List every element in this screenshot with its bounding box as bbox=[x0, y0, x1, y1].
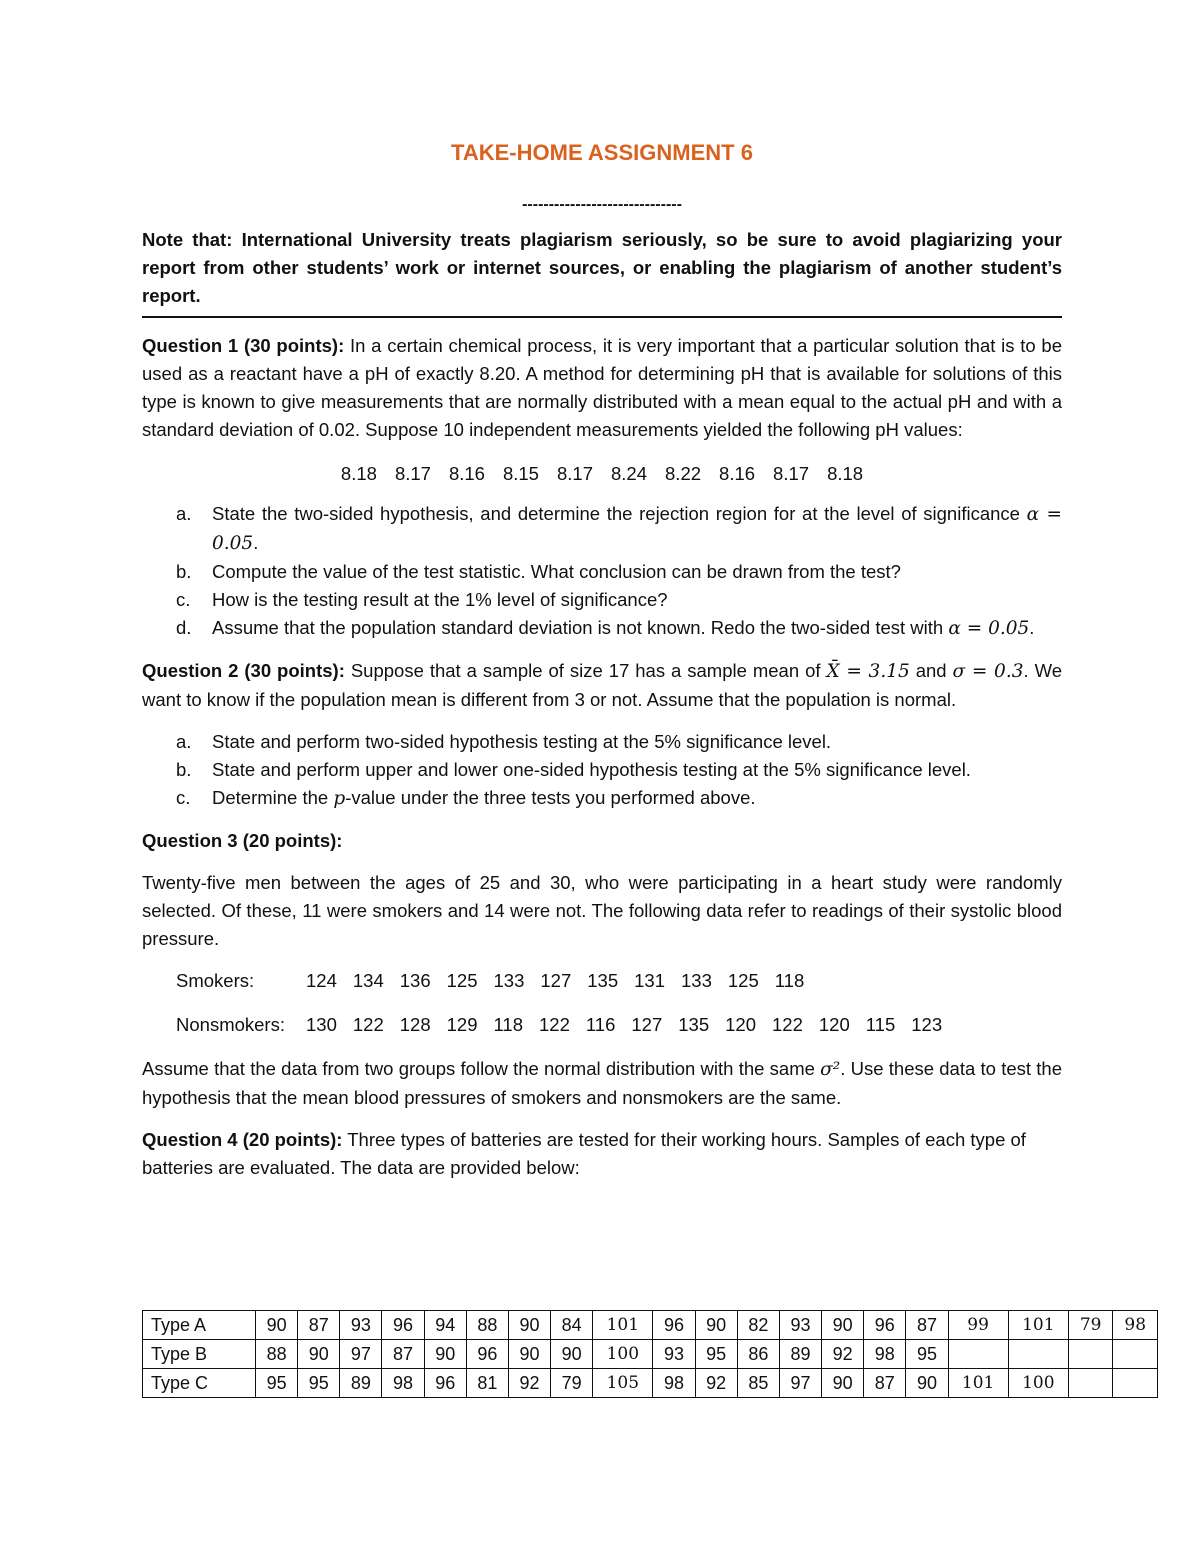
table-cell: 90 bbox=[551, 1340, 593, 1369]
ph-value: 8.15 bbox=[502, 463, 539, 484]
question-1-part-b: b. Compute the value of the test statistic. What conclusion can be drawn from the test? bbox=[176, 561, 901, 582]
question-1-part-c: c. How is the testing result at the 1% level of significance? bbox=[176, 589, 668, 610]
table-cell bbox=[948, 1340, 1008, 1369]
question-1-text: Question 1 (30 points): In a certain chemical process, it is very important that a particular solution that is to be used as a reactant have a pH of exactly 8.20. A method for determining pH that is available for solutions of this type is known to give measurements that are normally distributed with a mean equal to the actual pH and with a standard deviation of 0.02. Suppose 10 independent measurements yielded the following pH values: bbox=[142, 335, 1062, 440]
table-cell: 100 bbox=[593, 1340, 653, 1369]
nonsmokers-row bbox=[176, 1011, 1062, 1039]
table-cell: 89 bbox=[779, 1340, 821, 1369]
table-cell: 87 bbox=[298, 1311, 340, 1340]
table-row bbox=[143, 1369, 1158, 1398]
table-cell: 98 bbox=[653, 1369, 695, 1398]
table-cell: 90 bbox=[695, 1311, 737, 1340]
smokers-value: 136 bbox=[399, 970, 431, 991]
table-cell: 94 bbox=[424, 1311, 466, 1340]
separator-line: ------------------------------ bbox=[522, 196, 682, 213]
smokers-label: Smokers: bbox=[176, 970, 255, 991]
smokers-value: 133 bbox=[493, 970, 525, 991]
table-cell: 92 bbox=[508, 1369, 550, 1398]
table-cell: 93 bbox=[779, 1311, 821, 1340]
table-cell: 90 bbox=[822, 1369, 864, 1398]
question-1-heading: Question 1 (30 points): bbox=[142, 335, 345, 356]
question-1-parts bbox=[142, 500, 1062, 643]
ph-value: 8.18 bbox=[827, 463, 864, 484]
table-cell: 98 bbox=[382, 1369, 424, 1398]
nonsmokers-value: 128 bbox=[399, 1014, 431, 1035]
smokers-value: 133 bbox=[681, 970, 712, 991]
table-cell: 87 bbox=[382, 1340, 424, 1369]
nonsmokers-value: 118 bbox=[493, 1014, 523, 1035]
table-cell: 96 bbox=[653, 1311, 695, 1340]
table-cell: 90 bbox=[424, 1340, 466, 1369]
table-cell: 96 bbox=[466, 1340, 508, 1369]
table-cell: 86 bbox=[737, 1340, 779, 1369]
question-2-text: Question 2 (30 points): Suppose that a sample of size 17 has a sample mean of X̄ = 3.15 and σ = 0.3. We want to know if the population mean is different from 3 or not. Assume that the population is normal. bbox=[142, 660, 1062, 710]
table-cell: 82 bbox=[737, 1311, 779, 1340]
table-cell: 90 bbox=[822, 1311, 864, 1340]
smokers-value: 135 bbox=[587, 970, 619, 991]
question-2-part-b: b. State and perform upper and lower one-sided hypothesis testing at the 5% significance level. bbox=[176, 759, 971, 780]
question-2-part-a: a. State and perform two-sided hypothesis testing at the 5% significance level. bbox=[176, 731, 832, 752]
table-cell: 96 bbox=[382, 1311, 424, 1340]
table-cell: 79 bbox=[1068, 1311, 1112, 1340]
table-cell: 100 bbox=[1008, 1369, 1068, 1398]
ph-value: 8.18 bbox=[340, 463, 377, 484]
ph-value: 8.17 bbox=[556, 463, 593, 484]
table-cell: 95 bbox=[256, 1369, 298, 1398]
nonsmokers-value: 122 bbox=[352, 1014, 384, 1035]
table-cell: 90 bbox=[256, 1311, 298, 1340]
nonsmokers-value: 123 bbox=[911, 1014, 943, 1035]
question-2-part-c: c. Determine the p-value under the three tests you performed above. bbox=[176, 787, 756, 809]
table-cell: 93 bbox=[340, 1311, 382, 1340]
table-cell bbox=[1068, 1340, 1112, 1369]
table-cell bbox=[1008, 1340, 1068, 1369]
question-2-parts bbox=[142, 728, 1062, 813]
nonsmokers-value: 127 bbox=[631, 1014, 663, 1035]
row-label: Type B bbox=[143, 1340, 256, 1369]
nonsmokers-value: 130 bbox=[306, 1014, 337, 1035]
question-3-text: Twenty-five men between the ages of 25 and 30, who were participating in a heart study were randomly selected. Of these, 11 were smokers and 14 were not. The following data refer to readings of their systolic blood pressure. bbox=[142, 872, 1062, 949]
question-1-part-a: a. State the two-sided hypothesis, and determine the rejection region for at the level of significance α = 0.05. bbox=[176, 503, 1063, 554]
nonsmokers-value: 122 bbox=[539, 1014, 570, 1035]
question-1-part-d: d. Assume that the population standard deviation is not known. Redo the two-sided test with α = 0.05. bbox=[176, 617, 1035, 639]
assignment-page bbox=[142, 140, 1062, 1182]
row-label: Type A bbox=[143, 1311, 256, 1340]
table-cell: 88 bbox=[466, 1311, 508, 1340]
question-3-heading: Question 3 (20 points): bbox=[142, 830, 343, 851]
ph-value: 8.22 bbox=[665, 463, 702, 484]
table-cell: 92 bbox=[822, 1340, 864, 1369]
nonsmokers-value: 120 bbox=[725, 1014, 756, 1035]
smokers-value: 127 bbox=[540, 970, 572, 991]
question-4-heading: Question 4 (20 points): bbox=[142, 1129, 343, 1150]
table-cell: 101 bbox=[1008, 1311, 1068, 1340]
table-cell: 98 bbox=[864, 1340, 906, 1369]
table-row bbox=[143, 1340, 1158, 1369]
table-cell: 93 bbox=[653, 1340, 695, 1369]
ph-value: 8.17 bbox=[394, 463, 431, 484]
table-cell: 101 bbox=[593, 1311, 653, 1340]
divider bbox=[142, 316, 1062, 318]
table-cell: 90 bbox=[508, 1311, 550, 1340]
smokers-row bbox=[176, 967, 1062, 995]
smokers-value: 131 bbox=[634, 970, 665, 991]
ph-value: 8.16 bbox=[719, 463, 756, 484]
table-cell: 84 bbox=[551, 1311, 593, 1340]
table-cell: 98 bbox=[1113, 1311, 1158, 1340]
table-cell: 87 bbox=[864, 1369, 906, 1398]
smokers-value: 125 bbox=[727, 970, 759, 991]
table-cell: 105 bbox=[593, 1369, 653, 1398]
table-cell: 90 bbox=[298, 1340, 340, 1369]
ph-value: 8.24 bbox=[611, 463, 648, 484]
nonsmokers-value: 122 bbox=[772, 1014, 803, 1035]
table-cell: 101 bbox=[948, 1369, 1008, 1398]
page-title: TAKE-HOME ASSIGNMENT 6 bbox=[451, 140, 753, 165]
table-cell: 99 bbox=[948, 1311, 1008, 1340]
table-cell bbox=[1068, 1369, 1112, 1398]
table-cell: 92 bbox=[695, 1369, 737, 1398]
table-cell: 81 bbox=[466, 1369, 508, 1398]
table-cell: 96 bbox=[424, 1369, 466, 1398]
table-cell: 87 bbox=[906, 1311, 948, 1340]
battery-table bbox=[142, 1310, 1158, 1398]
table-row bbox=[143, 1311, 1158, 1340]
question-2-heading: Question 2 (30 points): bbox=[142, 660, 345, 681]
table-cell: 90 bbox=[906, 1369, 948, 1398]
table-cell: 88 bbox=[256, 1340, 298, 1369]
table-cell: 95 bbox=[298, 1369, 340, 1398]
nonsmokers-value: 135 bbox=[678, 1014, 710, 1035]
table-cell: 90 bbox=[508, 1340, 550, 1369]
smokers-value: 124 bbox=[306, 970, 337, 991]
plagiarism-note: Note that: International University treats plagiarism seriously, so be sure to avoid plagiarizing your report from other students’ work or internet sources, or enabling the plagiarism of another student’s report. bbox=[142, 229, 1062, 306]
nonsmokers-value: 115 bbox=[865, 1014, 896, 1035]
table-cell bbox=[1113, 1340, 1158, 1369]
nonsmokers-value: 116 bbox=[585, 1014, 616, 1035]
table-cell: 96 bbox=[864, 1311, 906, 1340]
question-4-text: Question 4 (20 points): Three types of batteries are tested for their working hours. Samples of each type of batteries are evaluated. The data are provided below: bbox=[142, 1129, 1026, 1178]
table-cell: 97 bbox=[779, 1369, 821, 1398]
nonsmokers-label: Nonsmokers: bbox=[176, 1014, 285, 1035]
table-cell: 85 bbox=[737, 1369, 779, 1398]
table-cell: 95 bbox=[906, 1340, 948, 1369]
ph-value: 8.16 bbox=[448, 463, 485, 484]
ph-value: 8.17 bbox=[773, 463, 810, 484]
ph-values bbox=[142, 460, 1062, 488]
smokers-value: 125 bbox=[446, 970, 478, 991]
table-cell bbox=[1113, 1369, 1158, 1398]
question-3-assumption: Assume that the data from two groups follow the normal distribution with the same σ². Use these data to test the hypothesis that the mean blood pressures of smokers and nonsmokers are the same. bbox=[142, 1058, 1062, 1108]
row-label: Type C bbox=[143, 1369, 256, 1398]
smokers-value: 134 bbox=[352, 970, 384, 991]
table-cell: 95 bbox=[695, 1340, 737, 1369]
table-cell: 79 bbox=[551, 1369, 593, 1398]
nonsmokers-value: 120 bbox=[818, 1014, 850, 1035]
table-cell: 89 bbox=[340, 1369, 382, 1398]
table-cell: 97 bbox=[340, 1340, 382, 1369]
nonsmokers-value: 129 bbox=[446, 1014, 478, 1035]
smokers-value: 118 bbox=[774, 970, 805, 991]
